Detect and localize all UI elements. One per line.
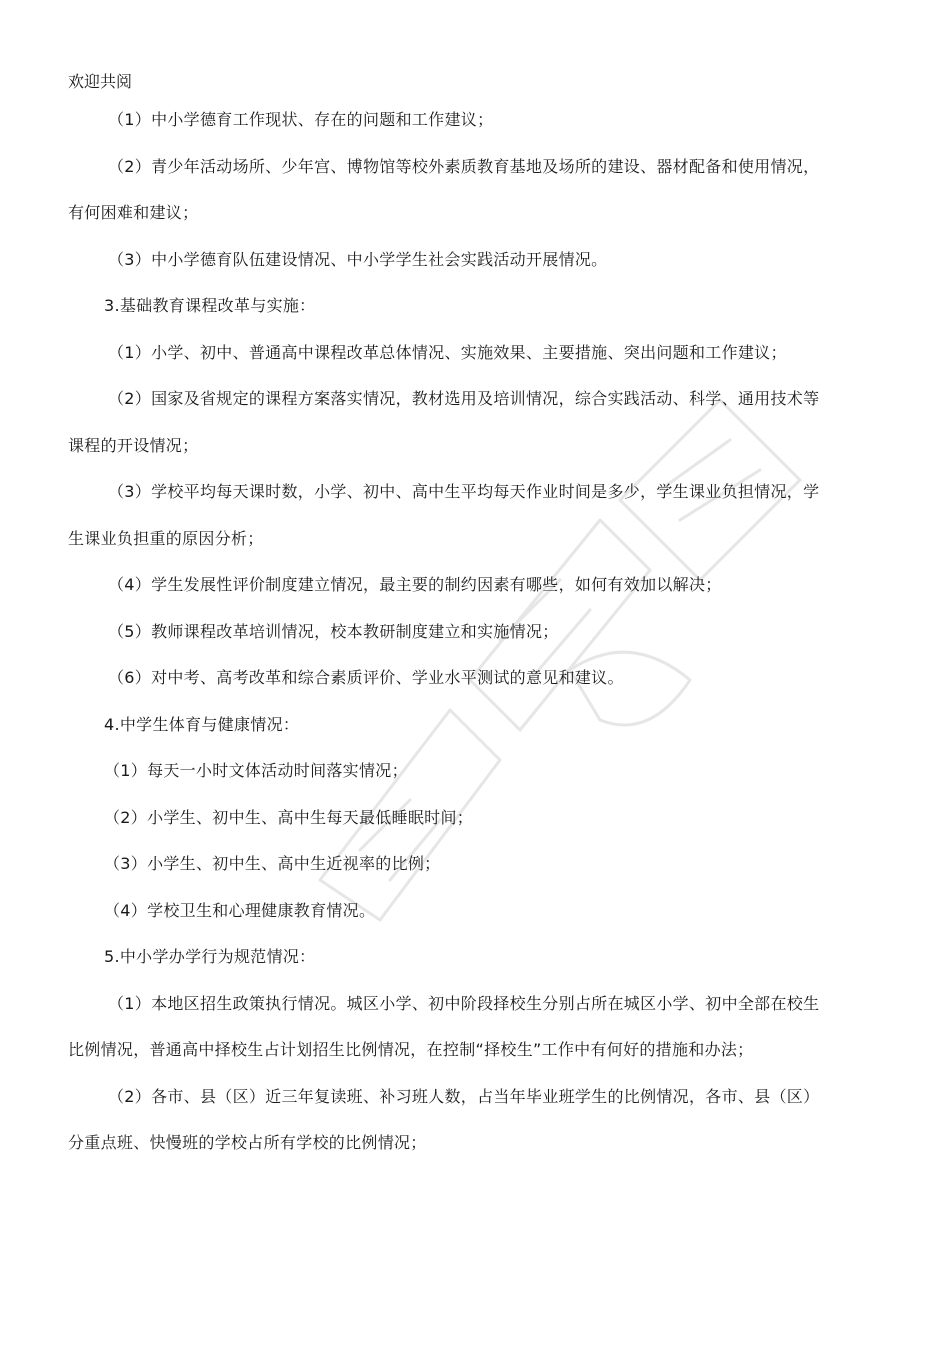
paragraph-4-4: （4）学校卫生和心理健康教育情况。 [104,900,376,920]
paragraph-5-1: （1）本地区招生政策执行情况。城区小学、初中阶段择校生分别占所在城区小学、初中全部在校生比例情况，普通高中择校生占计划招生比例情况，在控制“择校生”工作中有何好的措施和办法； [68,993,820,1059]
section-heading-5: 5.中小学办学行为规范情况： [104,947,316,966]
section-heading-4: 4.中学生体育与健康情况： [104,714,300,734]
paragraph-1-3: （3）中小学德育队伍建设情况、中小学学生社会实践活动开展情况。 [108,249,608,269]
paragraph-3-5: （5）教师课程改革培训情况，校本教研制度建立和实施情况； [108,621,559,641]
paragraph-3-1: （1）小学、初中、普通高中课程改革总体情况、实施效果、主要措施、突出问题和工作建议； [108,342,787,362]
paragraph-3-6: （6）对中考、高考改革和综合素质评价、学业水平测试的意见和建议。 [108,668,624,687]
paragraph-5-2: （2）各市、县（区）近三年复读班、补习班人数，占当年毕业班学生的比例情况，各市、县（区）分重点班、快慢班的学校占所有学校的比例情况； [68,1086,820,1152]
section-heading-3: 3.基础教育课程改革与实施： [104,296,316,315]
paragraph-1-2: （2）青少年活动场所、少年宫、博物馆等校外素质教育基地及场所的建设、器材配备和使用情况，有何困难和建议； [68,156,820,222]
document-header: 欢迎共阅 [68,72,133,91]
paragraph-1-1: （1）中小学德育工作现状、存在的问题和工作建议； [108,110,494,129]
paragraph-4-2: （2）小学生、初中生、高中生每天最低睡眠时间； [104,807,474,827]
paragraph-3-4: （4）学生发展性评价制度建立情况，最主要的制约因素有哪些，如何有效加以解决； [108,575,722,594]
paragraph-3-2: （2）国家及省规定的课程方案落实情况，教材选用及培训情况，综合实践活动、科学、通用技术等课程的开设情况； [68,389,820,455]
document-body [68,97,828,1167]
paragraph-4-3: （3）小学生、初中生、高中生近视率的比例； [104,854,441,873]
paragraph-4-1: （1）每天一小时文体活动时间落实情况； [104,761,408,780]
paragraph-3-3: （3）学校平均每天课时数，小学、初中、高中生平均每天作业时间是多少，学生课业负担情况，学生课业负担重的原因分析； [68,482,820,548]
